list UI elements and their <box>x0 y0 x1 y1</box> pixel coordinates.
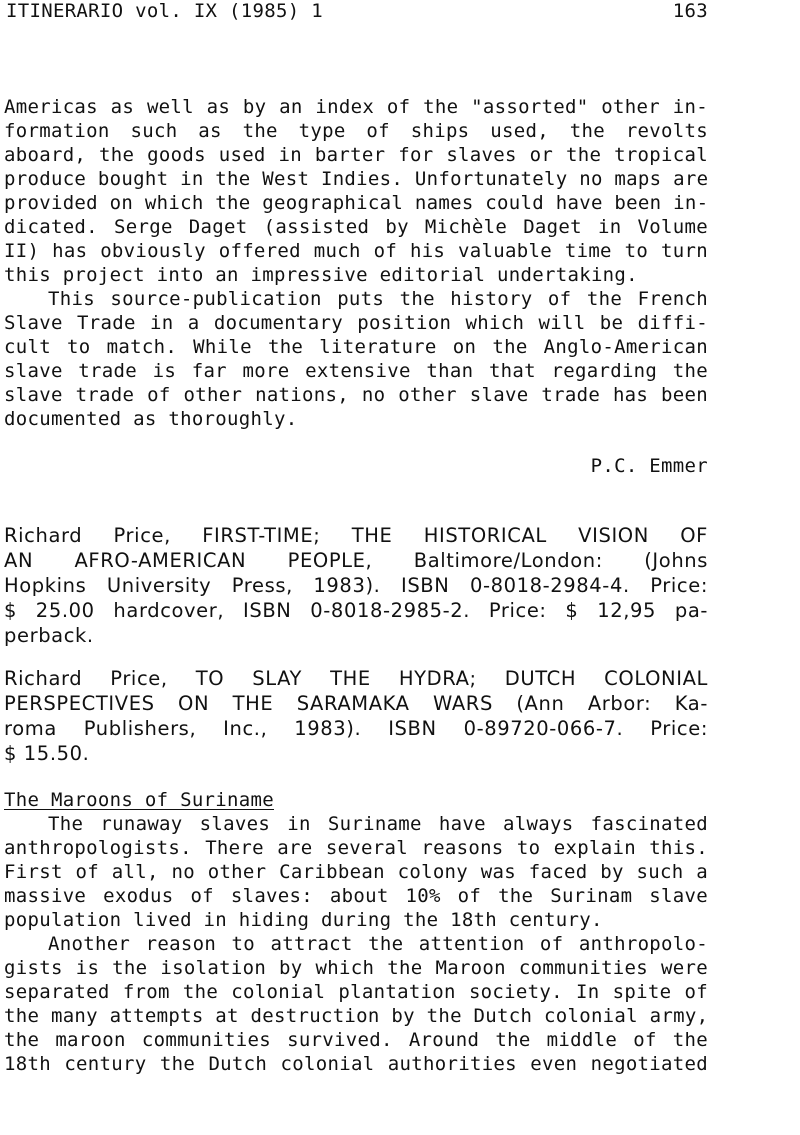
text-line: produce bought in the West Indies. Unfortunately no maps are <box>4 168 709 190</box>
text-line: the maroon communities survived. Around the middle of the <box>4 1029 708 1051</box>
page-number: 163 <box>672 0 708 22</box>
text-line: the many attempts at destruction by the Dutch colonial army, <box>4 1005 709 1027</box>
reviewer-signature: P.C. Emmer <box>590 455 708 477</box>
review-heading: The Maroons of Suriname <box>4 789 274 811</box>
text-line: documented as thoroughly. <box>4 408 298 430</box>
citation-line: AN AFRO-AMERICAN PEOPLE, Baltimore/London: (Johns <box>4 549 708 572</box>
text-line: Americas as well as by an index of the "assorted" other in- <box>4 96 708 118</box>
text-line: anthropologists. There are several reasons to explain this. <box>4 837 708 859</box>
text-line: Slave Trade in a documentary position which will be diffi- <box>4 312 708 334</box>
text-line: gists is the isolation by which the Maroon communities were <box>4 957 708 979</box>
text-line: massive exodus of slaves: about 10% of the Surinam slave <box>4 885 708 907</box>
citation-line: Richard Price, TO SLAY THE HYDRA; DUTCH COLONIAL <box>4 667 708 690</box>
text-line: II) has obviously offered much of his valuable time to turn <box>4 240 708 262</box>
text-line: separated from the colonial plantation society. In spite of <box>4 981 708 1003</box>
citation-line: roma Publishers, Inc., 1983). ISBN 0-89720-066-7. Price: <box>4 717 708 740</box>
text-line: cult to match. While the literature on the Anglo-American <box>4 336 708 358</box>
text-line: population lived in hiding during the 18th century. <box>4 909 603 931</box>
citation-line: PERSPECTIVES ON THE SARAMAKA WARS (Ann Arbor: Ka- <box>4 692 708 715</box>
citation-line: Richard Price, FIRST-TIME; THE HISTORICAL VISION OF <box>4 524 708 547</box>
text-line: formation such as the type of ships used, the revolts <box>4 120 708 142</box>
running-header-journal: ITINERARIO vol. IX (1985) 1 <box>6 0 323 22</box>
text-line: First of all, no other Caribbean colony was faced by such a <box>4 861 708 883</box>
text-line: aboard, the goods used in barter for slaves or the tropical <box>4 144 708 166</box>
text-line: slave trade is far more extensive than that regarding the <box>4 360 708 382</box>
text-line: This source-publication puts the history of the French <box>48 288 708 310</box>
text-line: slave trade of other nations, no other slave trade has been <box>4 384 708 406</box>
text-line: provided on which the geographical names could have been in- <box>4 192 709 214</box>
text-line: Another reason to attract the attention of anthropolo- <box>48 933 708 955</box>
text-line: 18th century the Dutch colonial authorities even negotiated <box>4 1053 708 1075</box>
text-line: dicated. Serge Daget (assisted by Michèle Daget in Volume <box>4 216 708 238</box>
citation-line: $ 15.50. <box>4 742 90 765</box>
text-line: this project into an impressive editorial undertaking. <box>4 264 638 286</box>
citation-line: $ 25.00 hardcover, ISBN 0-8018-2985-2. Price: $ 12,95 pa- <box>4 599 708 622</box>
citation-line: Hopkins University Press, 1983). ISBN 0-8018-2984-4. Price: <box>4 574 708 597</box>
citation-line: perback. <box>4 624 94 647</box>
text-line: The runaway slaves in Suriname have always fascinated <box>48 813 708 835</box>
